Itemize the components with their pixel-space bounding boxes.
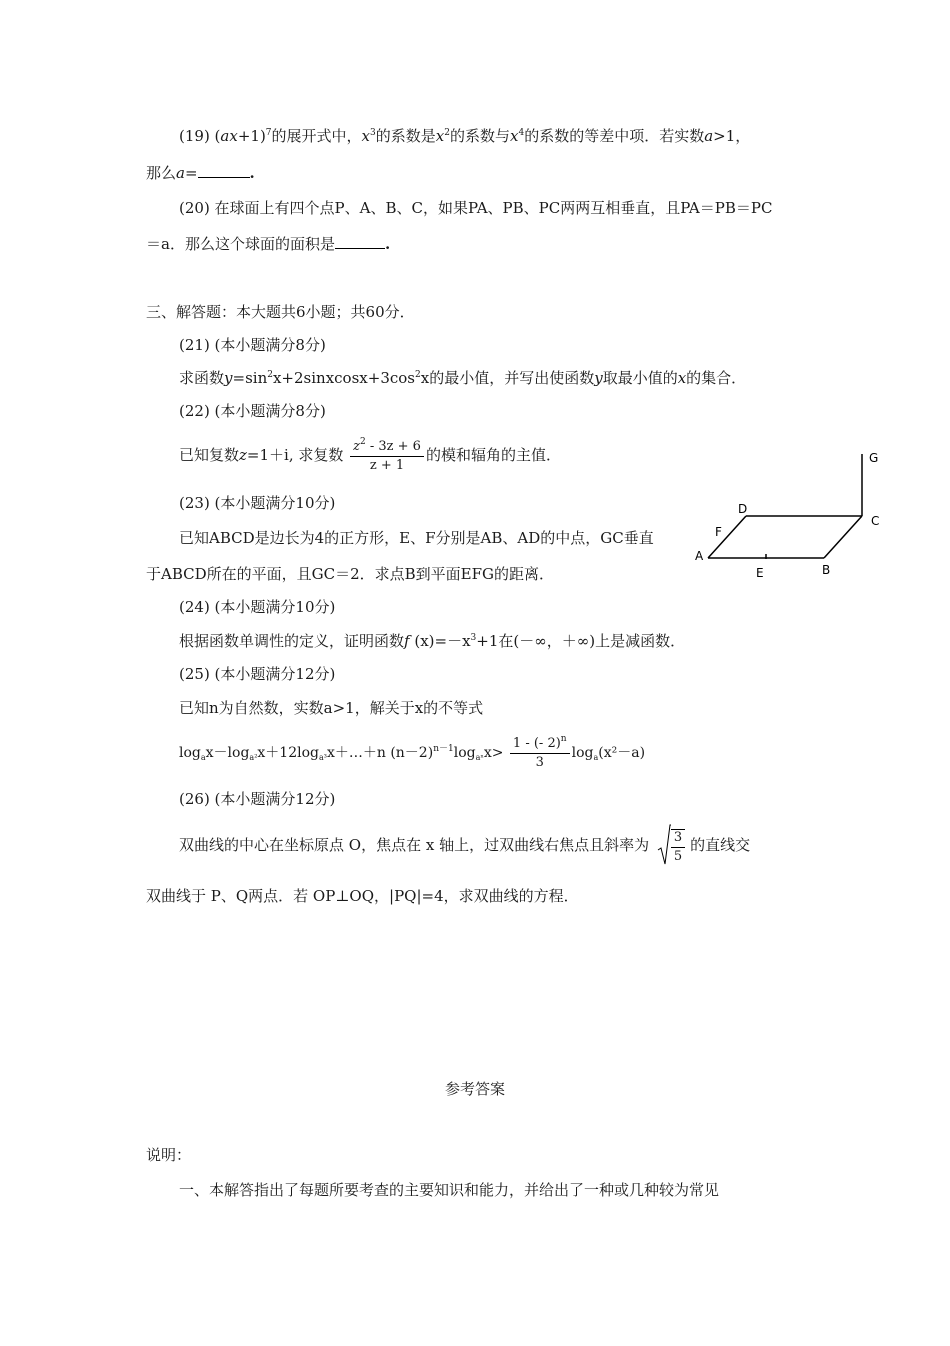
- text: 2: [415, 370, 421, 380]
- text: x的最小值，并写出使函数: [420, 369, 595, 387]
- text: >1，: [713, 127, 751, 145]
- text: y: [224, 369, 233, 387]
- text: x+2sinxcosx+3cos: [272, 369, 415, 387]
- text: .: [384, 235, 391, 253]
- text: +1): [237, 127, 266, 145]
- q26-heading: (26) (本小题满分12分): [179, 790, 336, 808]
- text: a²: [249, 753, 258, 762]
- answer-title: 参考答案: [444, 1080, 505, 1098]
- text: ＝a．那么这个球面的面积是: [146, 235, 335, 253]
- text: 的展开式中，: [271, 127, 362, 145]
- text: a³: [318, 753, 327, 762]
- text: 的系数的等差中项．若实数: [524, 127, 705, 145]
- label-d: D: [738, 502, 748, 516]
- text: 7: [265, 128, 272, 138]
- fraction-denominator: z + 1: [369, 457, 405, 473]
- text: x: [435, 127, 445, 145]
- fraction-denominator: 3: [535, 754, 544, 770]
- fraction-numerator: [510, 733, 570, 754]
- answer-blank: [335, 234, 385, 249]
- text: 1 - (- 2): [512, 735, 561, 751]
- text: x: [509, 127, 519, 145]
- text: 双曲线的中心在坐标原点 O，焦点在 x 轴上，过双曲线右焦点且斜率为: [179, 836, 650, 854]
- text: =sin: [232, 369, 268, 387]
- label-f: F: [715, 525, 722, 539]
- fraction-numerator: 3: [671, 830, 685, 848]
- text: n－1: [433, 744, 454, 754]
- text: aⁿ: [475, 753, 484, 762]
- text: =1＋i, 求复数: [246, 446, 344, 464]
- q24-text: [179, 631, 685, 651]
- label-e: E: [756, 566, 764, 580]
- text: a: [200, 753, 206, 762]
- text: y: [594, 369, 603, 387]
- q23-line2: 于ABCD所在的平面，且GC＝2．求点B到平面EFG的距离．: [146, 565, 555, 583]
- text: 3: [370, 128, 376, 138]
- q25-inequality: [179, 733, 645, 773]
- text: 根据函数单调性的定义，证明函数: [179, 632, 405, 650]
- text: x>: [483, 745, 504, 761]
- text: - 3z + 6: [365, 438, 421, 454]
- text: a=: [176, 164, 198, 182]
- q23-line1: 已知ABCD是边长为4的正方形，E、F分别是AB、AD的中点，GC垂直: [179, 529, 654, 547]
- text: log: [179, 745, 201, 761]
- text: a: [704, 127, 714, 145]
- text: x－log: [205, 745, 250, 761]
- text: x: [361, 127, 371, 145]
- text: 取最小值的: [602, 369, 678, 387]
- text: 4: [518, 128, 525, 138]
- q19-line1: [179, 126, 750, 146]
- text: 3: [470, 633, 477, 643]
- note-label: 说明：: [146, 1146, 192, 1164]
- fraction: [350, 436, 424, 474]
- text: 已知复数: [179, 446, 240, 464]
- fraction: [671, 829, 685, 865]
- fraction: [510, 733, 570, 771]
- q26-line1: [179, 823, 750, 868]
- text: z: [239, 446, 247, 464]
- text: 2: [360, 436, 366, 447]
- text: z: [353, 438, 361, 454]
- q22-heading: (22) (本小题满分8分): [179, 402, 326, 420]
- text: +1在(－∞，＋∞)上是减函数．: [476, 632, 686, 650]
- text: 2: [267, 370, 273, 380]
- text: 求函数: [179, 369, 225, 387]
- text: log: [571, 745, 594, 761]
- square-with-perpendicular-figure: [688, 448, 898, 588]
- text: (x)=－x: [409, 632, 471, 650]
- label-a: A: [695, 549, 704, 563]
- q25-heading: (25) (本小题满分12分): [179, 665, 336, 683]
- label-b: B: [822, 563, 831, 577]
- q20-line1: (20) 在球面上有四个点P、A、B、C，如果PA、PB、PC两两互相垂直，且PA＝PB＝PC: [179, 199, 773, 217]
- section-heading: 三、解答题：本大题共6小题；共60分．: [146, 303, 415, 321]
- q24-heading: (24) (本小题满分10分): [179, 598, 336, 616]
- fraction-numerator: [350, 436, 424, 457]
- text: x＋…＋n (n－2): [326, 745, 434, 761]
- text: log: [453, 745, 476, 761]
- label-c: C: [871, 514, 880, 528]
- q23-heading: (23) (本小题满分10分): [179, 494, 336, 512]
- q26-line2: 双曲线于 P、Q两点．若 OP⊥OQ，|PQ|=4，求双曲线的方程．: [146, 887, 579, 905]
- q25-line1: 已知n为自然数，实数a>1，解关于x的不等式: [179, 699, 484, 717]
- edge-cb: [824, 516, 862, 558]
- text: 的系数与: [449, 127, 510, 145]
- q22-text: [179, 435, 561, 475]
- answer-blank: [198, 163, 250, 178]
- text: 2: [444, 128, 450, 138]
- text: 的系数是: [375, 127, 436, 145]
- text: 的集合．: [686, 369, 747, 387]
- q19-line2: [146, 163, 255, 183]
- text: (x²－a): [598, 745, 646, 761]
- text: x＋12log: [257, 745, 319, 761]
- text: x: [677, 369, 687, 387]
- text: 的直线交: [690, 836, 751, 854]
- radical-sign: [657, 824, 671, 866]
- text: .: [249, 164, 255, 182]
- text: 的模和辐角的主值．: [425, 446, 561, 464]
- q21-text: [179, 368, 746, 388]
- text: f: [404, 632, 410, 650]
- text: n: [560, 733, 567, 744]
- fraction-denominator: 5: [673, 849, 683, 864]
- q20-line2: [146, 234, 390, 254]
- text: a: [593, 753, 599, 762]
- edge-ad: [708, 516, 746, 558]
- note-line1: 一、本解答指出了每题所要考查的主要知识和能力，并给出了一种或几种较为常见: [179, 1181, 720, 1199]
- q21-heading: (21) (本小题满分8分): [179, 336, 326, 354]
- text: (19) (: [179, 127, 221, 145]
- label-g: G: [869, 451, 879, 465]
- sqrt-fraction: [657, 824, 687, 868]
- text: ax: [220, 127, 238, 145]
- text: 那么: [146, 164, 177, 182]
